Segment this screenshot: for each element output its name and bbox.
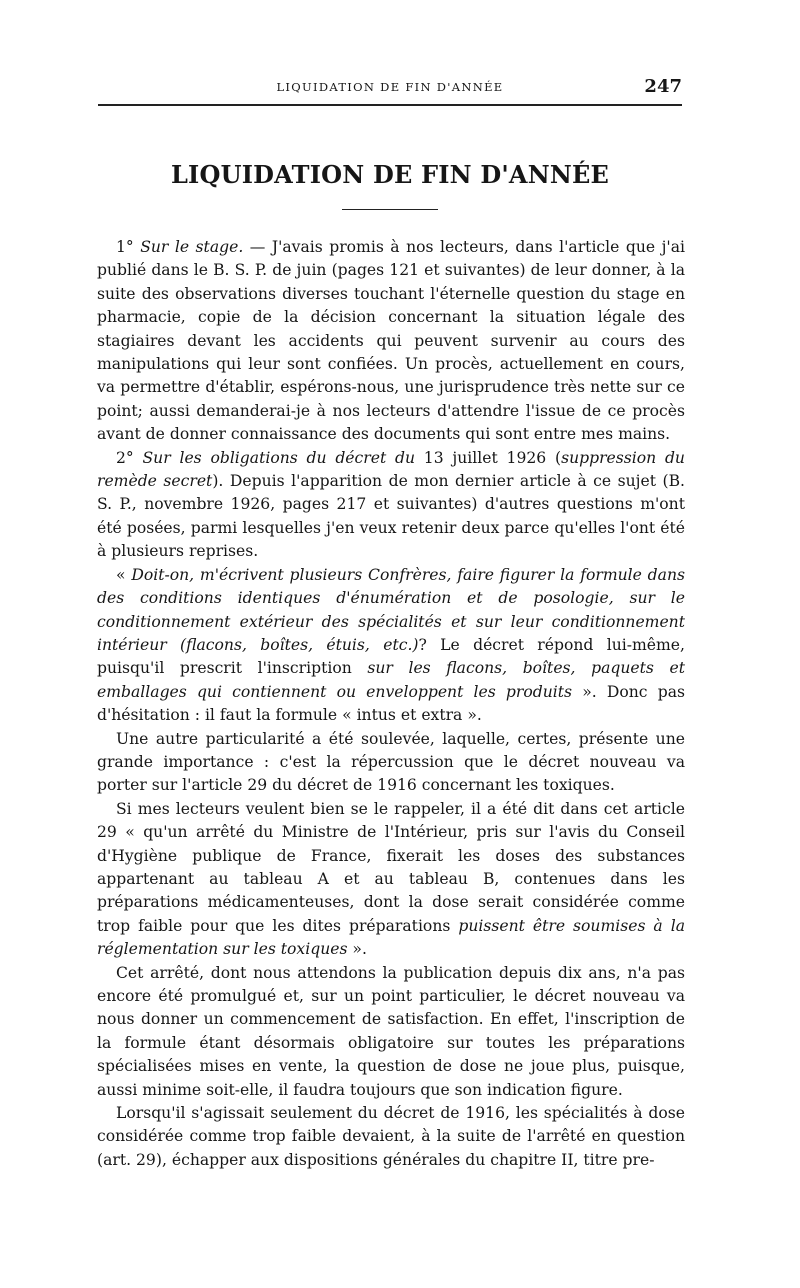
regulation-quote: puissent être soumises à la réglementation sur les toxiques bbox=[97, 916, 685, 959]
item-number: 2° bbox=[116, 448, 143, 467]
paragraph-obligations bbox=[97, 447, 685, 564]
paragraph-text: — J'avais promis à nos lecteurs, dans l'article que j'ai publié dans le B. S. P. de juin (pages 121 et suivantes) de leur donner, à la suite des observations diverses touchant l'éternelle question du stage en pharmacie, copie de la décision concernant la situation légale des stagiaires devant les accidents qui peuvent survenir au cours des manipulations qui leur sont confiées. Un procès, actuellement en cours, va permettre d'établir, espérons-nous, une jurisprudence très nette sur ce point; aussi demanderai-je à nos lecteurs d'attendre l'issue de ce procès avant de donner connaissance des documents qui sont entre mes mains. bbox=[97, 238, 685, 444]
paragraph-text: ? Le décret répond lui-même, puisqu'il prescrit l'inscription bbox=[97, 635, 685, 678]
decree-quote: sur les flacons, boîtes, paquets et emballages qui contiennent ou enveloppent les produits bbox=[97, 659, 685, 701]
paragraph-text: Depuis l'apparition de mon dernier article à ce sujet (B. S. P., novembre 1926, pages 217 et suivantes) d'autres questions m'ont été posées, parmi lesquelles j'en veux retenir deux parce qu'elles l'ont été à plusieurs reprises. bbox=[97, 472, 685, 561]
heading-paren: ( bbox=[546, 448, 562, 467]
running-header bbox=[98, 76, 682, 100]
section-subheading: suppression du remède secret bbox=[97, 448, 685, 491]
paragraph-question bbox=[97, 564, 685, 728]
paragraph-decree-1916 bbox=[97, 1102, 685, 1172]
article-title: LIQUIDATION DE FIN D'ANNÉE bbox=[170, 160, 610, 189]
header-rule bbox=[98, 104, 682, 106]
section-heading: Sur le stage. bbox=[140, 238, 244, 256]
paragraph-arrete bbox=[97, 962, 685, 1102]
page-number: 247 bbox=[644, 76, 682, 97]
section-heading: Sur les obligations du décret du bbox=[142, 448, 424, 467]
paragraph-article-29 bbox=[97, 798, 685, 962]
decree-date: 13 juillet 1926 bbox=[423, 448, 547, 467]
paragraph-text: Si mes lecteurs veulent bien se le rappeler, il a été dit dans cet article 29 « qu'un arrêté du Ministre de l'Intérieur, pris sur l'avis du Conseil d'Hygiène publique de France, fixerait les doses des substances appartenant au tableau A et au tableau B, contenues dans les préparations médicamenteuses, dont la dose serait considérée comme trop faible pour que les dites préparations bbox=[97, 799, 685, 935]
paragraph-text: Cet arrêté, dont nous attendons la publication depuis dix ans, n'a pas encore été promulgué et, sur un point particulier, le décret nouveau va nous donner un commencement de satisfaction. En effet, l'inscription de la formule étant désormais obligatoire sur toutes les préparations spécialisées mises en vente, la question de dose ne joue plus, puisque, aussi minime soit-elle, il faudra toujours que son indication figure. bbox=[97, 963, 685, 1099]
paragraph-text: Une autre particularité a été soulevée, laquelle, certes, présente une grande importance : c'est la répercussion que le décret nouveau va porter sur l'article 29 du décret de 1916 concernant les toxiques. bbox=[97, 729, 685, 795]
reader-question: Doit-on, m'écrivent plusieurs Confrères, faire figurer la formule dans des conditions identiques d'énumération et de posologie, sur le conditionnement extérieur des spécialités et sur leur conditionnement intérieur (flacons, boîtes, étuis, etc.) bbox=[97, 565, 685, 654]
heading-paren-close: ). bbox=[212, 472, 224, 491]
running-title: LIQUIDATION DE FIN D'ANNÉE bbox=[276, 80, 504, 94]
paragraph-text: Lorsqu'il s'agissait seulement du décret de 1916, les spécialités à dose considérée comme trop faible devaient, à la suite de l'arrêté en question (art. 29), échapper aux dispositions générales du chapitre II, titre pre- bbox=[97, 1104, 685, 1169]
title-rule bbox=[342, 209, 438, 210]
paragraph-stage bbox=[97, 236, 685, 447]
paragraph-particularity bbox=[97, 728, 685, 798]
open-quote: « bbox=[116, 565, 132, 584]
paragraph-text: ». Donc pas d'hésitation : il faut la formule « intus et extra ». bbox=[97, 682, 685, 725]
paragraph-text: ». bbox=[347, 940, 367, 959]
article-body bbox=[97, 236, 685, 1172]
item-number: 1° bbox=[116, 238, 141, 256]
